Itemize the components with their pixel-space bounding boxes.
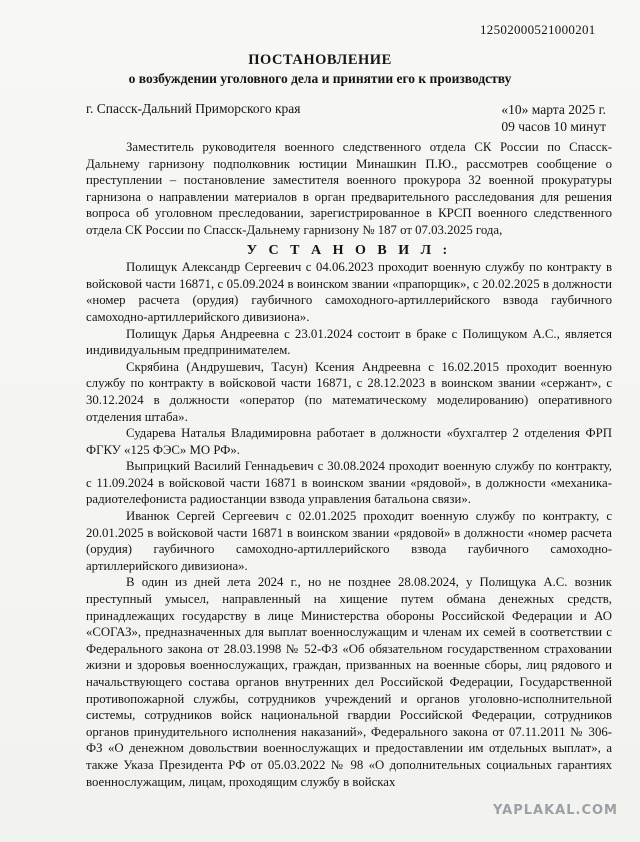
paragraph-3: Скрябина (Андрушевич, Тасун) Ксения Андреевна с 16.02.2015 проходит военную службу по контракту в войсковой части 16871, с 28.12.2023 в воинском звании «сержант», с 30.12.2024 в должности «оператор (по математическому моделированию) оперативного отделения штаба». — [86, 359, 612, 424]
time-line: 09 часов 10 минут — [501, 119, 606, 134]
document-number: 12502000521000201 — [480, 22, 596, 37]
section-heading: У С Т А Н О В И Л : — [246, 242, 452, 258]
paragraph-2: Полищук Дарья Андреевна с 23.01.2024 состоит в браке с Полищуком А.С., является индивидуальным предпринимателем. — [86, 326, 612, 358]
paragraph-4: Сударева Наталья Владимировна работает в должности «бухгалтер 2 отделения ФРП ФГКУ «125 ФЭС» МО РФ». — [86, 426, 612, 457]
intro-paragraph: Заместитель руководителя военного следственного отдела СК России по Спасск-Дальнему гарнизону подполковник юстиции Минашкин П.Ю., рассмотрев сообщение о преступлении – постановление заместителя военного прокурора 32 военной прокуратуры гарнизона о направлении материалов в орган предварительного расследования для решения вопроса об уголовном преследовании, зарегистрированное в КРСП военного следственного отдела СК России по Спасск-Дальнему гарнизону № 187 от 07.03.2025 года, — [86, 140, 612, 237]
paragraph-6: Иванюк Сергей Сергеевич с 02.01.2025 проходит военную службу по контракту, с 20.01.2025 в войсковой части 16871 в воинском звании «рядовой» в должности «номер расчета (орудия) гаубичного самоходно-артиллерийского взвода гаубичного самоходно-артиллерийского дивизиона». — [86, 509, 612, 573]
place-line: г. Спасск-Дальний Приморского края — [86, 101, 301, 116]
paragraph-1: Полищук Александр Сергеевич с 04.06.2023 проходит военную службу по контракту в войсковой части 16871, с 05.09.2024 в воинском звании «прапорщик», с 20.02.2025 в должности «номер расчета (орудия) гаубичного самоходного-артиллерийского взвода гаубичного самоходно-артиллерийского дивизиона». — [86, 260, 612, 324]
document-title: ПОСТАНОВЛЕНИЕ — [248, 52, 392, 68]
document-subtitle: о возбуждении уголовного дела и принятии его к производству — [128, 71, 512, 86]
paragraph-5: Выприцкий Василий Геннадьевич с 30.08.2024 проходит военную службу по контракту, с 11.09.2024 в войсковой части 16871 в воинском звании «рядовой», в должности «механика-радиотелефониста радиостанции взвода управления батальона связи». — [86, 459, 612, 507]
date-block — [501, 101, 606, 135]
paragraph-7: В один из дней лета 2024 г., но не позднее 28.08.2024, у Полищука А.С. возник преступный умысел, направленный на хищение путем обмана денежных средств, принадлежащих государству в лице Министерства обороны Российской Федерации и АО «СОГАЗ», предназначенных для выплат военнослужащим и членам их семей в соответствии с Федерального закона от 28.03.1998 № 52-ФЗ «Об обязательном государственном страховании жизни и здоровья военнослужащих, граждан, призванных на военные сборы, лиц рядового и начальствующего состава органов внутренних дел Российской Федерации, Государственной противопожарной службы, сотрудников учреждений и органов уголовно-исполнительной системы, сотрудников войск национальной гвардии Российской Федерации, сотрудников органов принудительного исполнения наказаний», Федерального закона от 07.11.2011 № 306-ФЗ «О денежном довольствии военнослужащих и предоставлении им отдельных выплат», а также Указа Президента РФ от 05.03.2022 № 98 «О дополнительных социальных гарантиях военнослужащим, лицам, проходящим службу в войсках — [86, 575, 612, 789]
date-line: «10» марта 2025 г. — [501, 102, 606, 117]
watermark: YAPLAKAL.COM — [493, 803, 618, 818]
document-body — [86, 139, 612, 790]
